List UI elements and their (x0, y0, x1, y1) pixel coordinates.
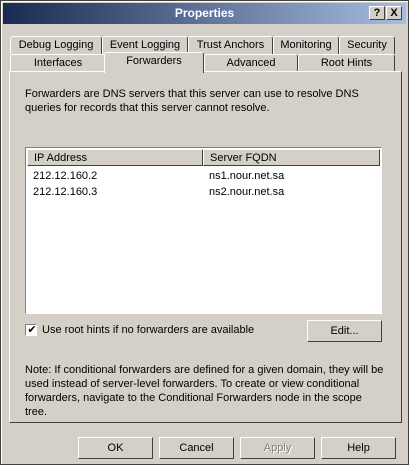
column-header-ip-address[interactable]: IP Address (27, 149, 203, 166)
tab-security[interactable]: Security (339, 36, 395, 54)
help-title-button[interactable]: ? (369, 6, 385, 20)
checkmark-icon: ✔ (27, 324, 37, 336)
tab-debug-logging[interactable]: Debug Logging (10, 36, 102, 54)
close-icon[interactable]: X (386, 6, 402, 20)
table-row[interactable] (27, 169, 380, 184)
column-header-server-fqdn[interactable]: Server FQDN (203, 149, 380, 166)
use-root-hints-checkbox[interactable] (25, 324, 37, 336)
apply-button[interactable]: Apply (240, 437, 315, 459)
use-root-hints-label: Use root hints if no forwarders are available (42, 324, 255, 336)
title-bar[interactable] (3, 3, 406, 24)
server-fqdn-cell: ns2.nour.net.sa (209, 186, 285, 198)
conditional-forwarders-note: Note: If conditional forwarders are defined for a given domain, they will be used instead of server-level forwarders. To create or view conditional forwarders, navigate to the Conditional Forwarders node in the scope tree. (25, 364, 384, 418)
tab-forwarders[interactable]: Forwarders (104, 52, 204, 73)
tab-event-logging[interactable]: Event Logging (102, 36, 188, 54)
ip-address-cell: 212.12.160.2 (33, 170, 98, 182)
edit-button[interactable]: Edit... (307, 320, 382, 342)
ok-button[interactable]: OK (78, 437, 153, 459)
forwarders-description: Forwarders are DNS servers that this server can use to resolve DNS queries for records that this server cannot resolve. (25, 88, 359, 114)
table-row[interactable] (27, 185, 380, 200)
cancel-button[interactable]: Cancel (159, 437, 234, 459)
tab-root-hints[interactable]: Root Hints (298, 54, 395, 72)
tab-trust-anchors[interactable]: Trust Anchors (188, 36, 273, 54)
window-title: Properties (174, 6, 235, 20)
ip-address-cell: 212.12.160.3 (33, 186, 98, 198)
tab-interfaces[interactable]: Interfaces (10, 54, 106, 72)
server-fqdn-cell: ns1.nour.net.sa (209, 170, 285, 182)
help-button[interactable]: Help (321, 437, 396, 459)
tab-monitoring[interactable]: Monitoring (273, 36, 339, 54)
forwarders-list[interactable] (25, 147, 382, 314)
tab-advanced[interactable]: Advanced (204, 54, 298, 72)
